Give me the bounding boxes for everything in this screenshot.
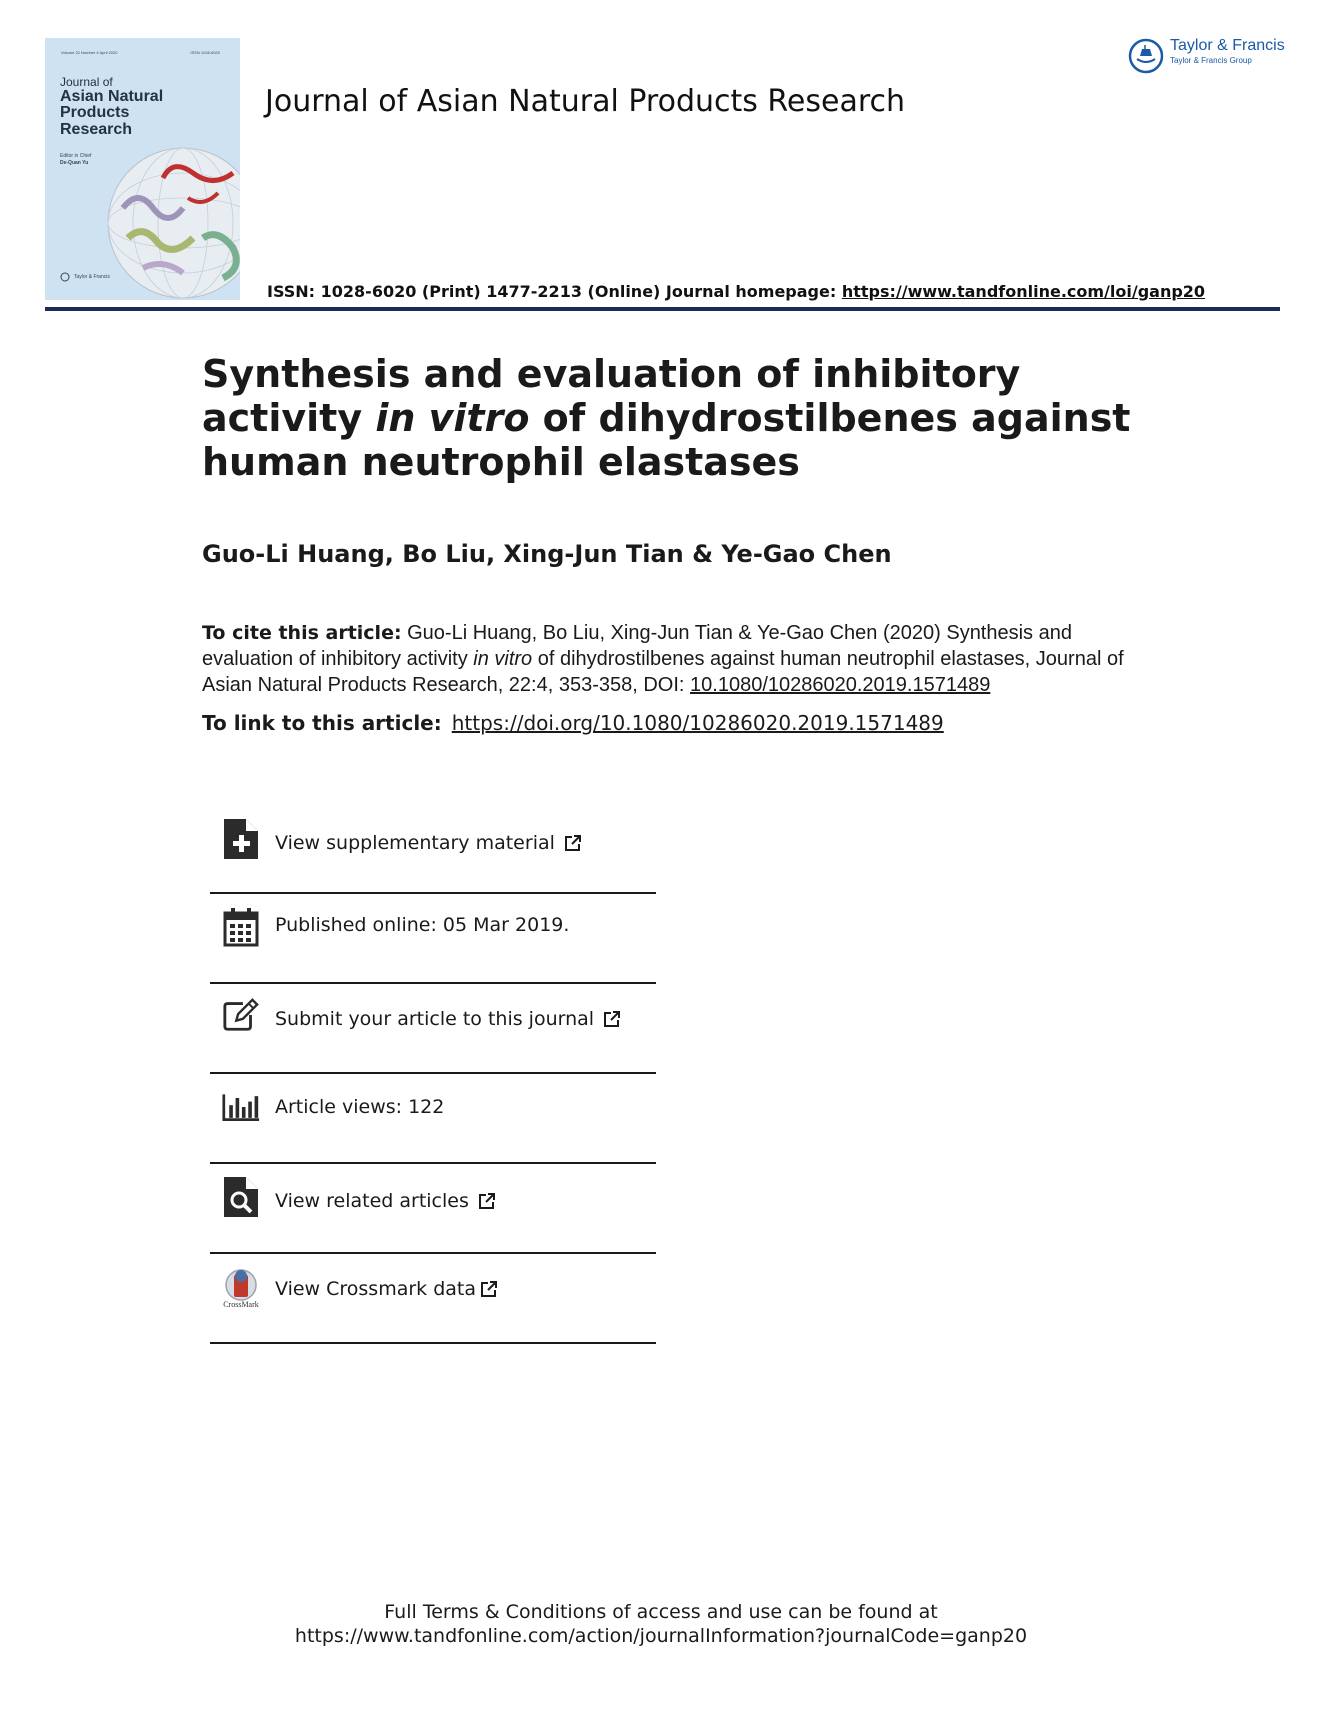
external-link-icon	[563, 833, 583, 853]
journal-homepage-link[interactable]: https://www.tandfonline.com/loi/ganp20	[841, 282, 1206, 301]
footer-url[interactable]: https://www.tandfonline.com/action/journalInformation?journalCode=ganp20	[294, 1625, 1028, 1647]
publisher-logo-sub: Taylor & Francis Group	[1170, 56, 1252, 65]
published-date: Published online: 05 Mar 2019.	[275, 914, 570, 936]
cover-title	[60, 76, 170, 139]
taylor-francis-logo-icon	[1128, 38, 1164, 74]
supplementary-row[interactable]	[210, 804, 656, 894]
protein-globe-image	[103, 138, 240, 300]
cover-publisher	[60, 272, 110, 282]
published-row	[210, 894, 656, 984]
supplementary-file-icon	[222, 818, 260, 860]
external-link-icon	[602, 1009, 622, 1029]
external-link-icon	[477, 1191, 497, 1211]
supplementary-link[interactable]: View supplementary material	[275, 832, 555, 854]
footer-terms: Full Terms & Conditions of access and use can be found at	[384, 1601, 938, 1623]
article-title-part2: of dihydrostilbenes against human neutrophil elastases	[202, 396, 1131, 484]
cover-publisher-icon	[60, 272, 70, 282]
cover-editor	[60, 153, 91, 166]
cover-volume: Volume 22 Number 4 April 2020	[61, 50, 118, 55]
search-document-icon	[222, 1176, 260, 1218]
publisher-logo	[1128, 38, 1285, 74]
submit-row[interactable]	[210, 984, 656, 1074]
related-row[interactable]	[210, 1164, 656, 1254]
issn-line	[267, 282, 1205, 301]
cover-title-small: Journal of	[60, 75, 113, 89]
citation-label: To cite this article:	[202, 622, 402, 644]
calendar-icon	[222, 906, 260, 948]
crossmark-link[interactable]: View Crossmark data	[275, 1278, 477, 1300]
cover-publisher-name: Taylor & Francis	[74, 274, 110, 280]
crossmark-icon	[222, 1268, 260, 1310]
article-title-italic: in vitro	[375, 396, 530, 440]
article-views: Article views: 122	[275, 1096, 445, 1118]
publisher-logo-name: Taylor & Francis	[1170, 37, 1285, 54]
citation-block	[202, 620, 1162, 698]
article-title-part1: Synthesis and evaluation of inhibitory activity	[202, 352, 1021, 440]
footer	[0, 1600, 1322, 1648]
citation-text2: of dihydrostilbenes against human neutrophil elastases, Journal of Asian Natural Products Research, 22:4, 353-358, DOI:	[202, 648, 1124, 696]
views-row	[210, 1074, 656, 1164]
article-title	[202, 352, 1162, 484]
citation-italic: in vitro	[473, 648, 533, 670]
article-link-line	[202, 711, 944, 735]
header-divider	[45, 307, 1280, 311]
journal-cover	[45, 38, 240, 300]
related-articles-link[interactable]: View related articles	[275, 1190, 469, 1212]
cover-title-big: Asian Natural Products Research	[60, 87, 164, 139]
crossmark-logo-text: CrossMark	[223, 1300, 259, 1309]
crossmark-row[interactable]	[210, 1254, 656, 1344]
citation-text1: Guo-Li Huang, Bo Liu, Xing-Jun Tian & Ye-Gao Chen (2020) Synthesis and evaluation of inhibitory activity	[202, 622, 1072, 670]
submit-article-link[interactable]: Submit your article to this journal	[275, 1008, 595, 1030]
citation-doi-link[interactable]: 10.1080/10286020.2019.1571489	[690, 674, 991, 696]
cover-issn: ISSN 1028-6020	[190, 50, 220, 55]
bar-chart-icon	[222, 1086, 260, 1128]
article-doi-url-link[interactable]: https://doi.org/10.1080/10286020.2019.1571489	[451, 711, 944, 735]
edit-icon	[222, 994, 260, 1036]
article-authors: Guo-Li Huang, Bo Liu, Xing-Jun Tian & Ye-Gao Chen	[202, 540, 892, 568]
cover-editor-name: De-Quan Yu	[60, 159, 89, 166]
journal-title: Journal of Asian Natural Products Research	[265, 84, 906, 119]
article-link-label: To link to this article:	[202, 711, 442, 735]
external-link-icon	[479, 1279, 499, 1299]
cover-editor-label: Editor in Chief	[60, 153, 92, 159]
issn-text: ISSN: 1028-6020 (Print) 1477-2213 (Online) Journal homepage:	[267, 282, 842, 301]
